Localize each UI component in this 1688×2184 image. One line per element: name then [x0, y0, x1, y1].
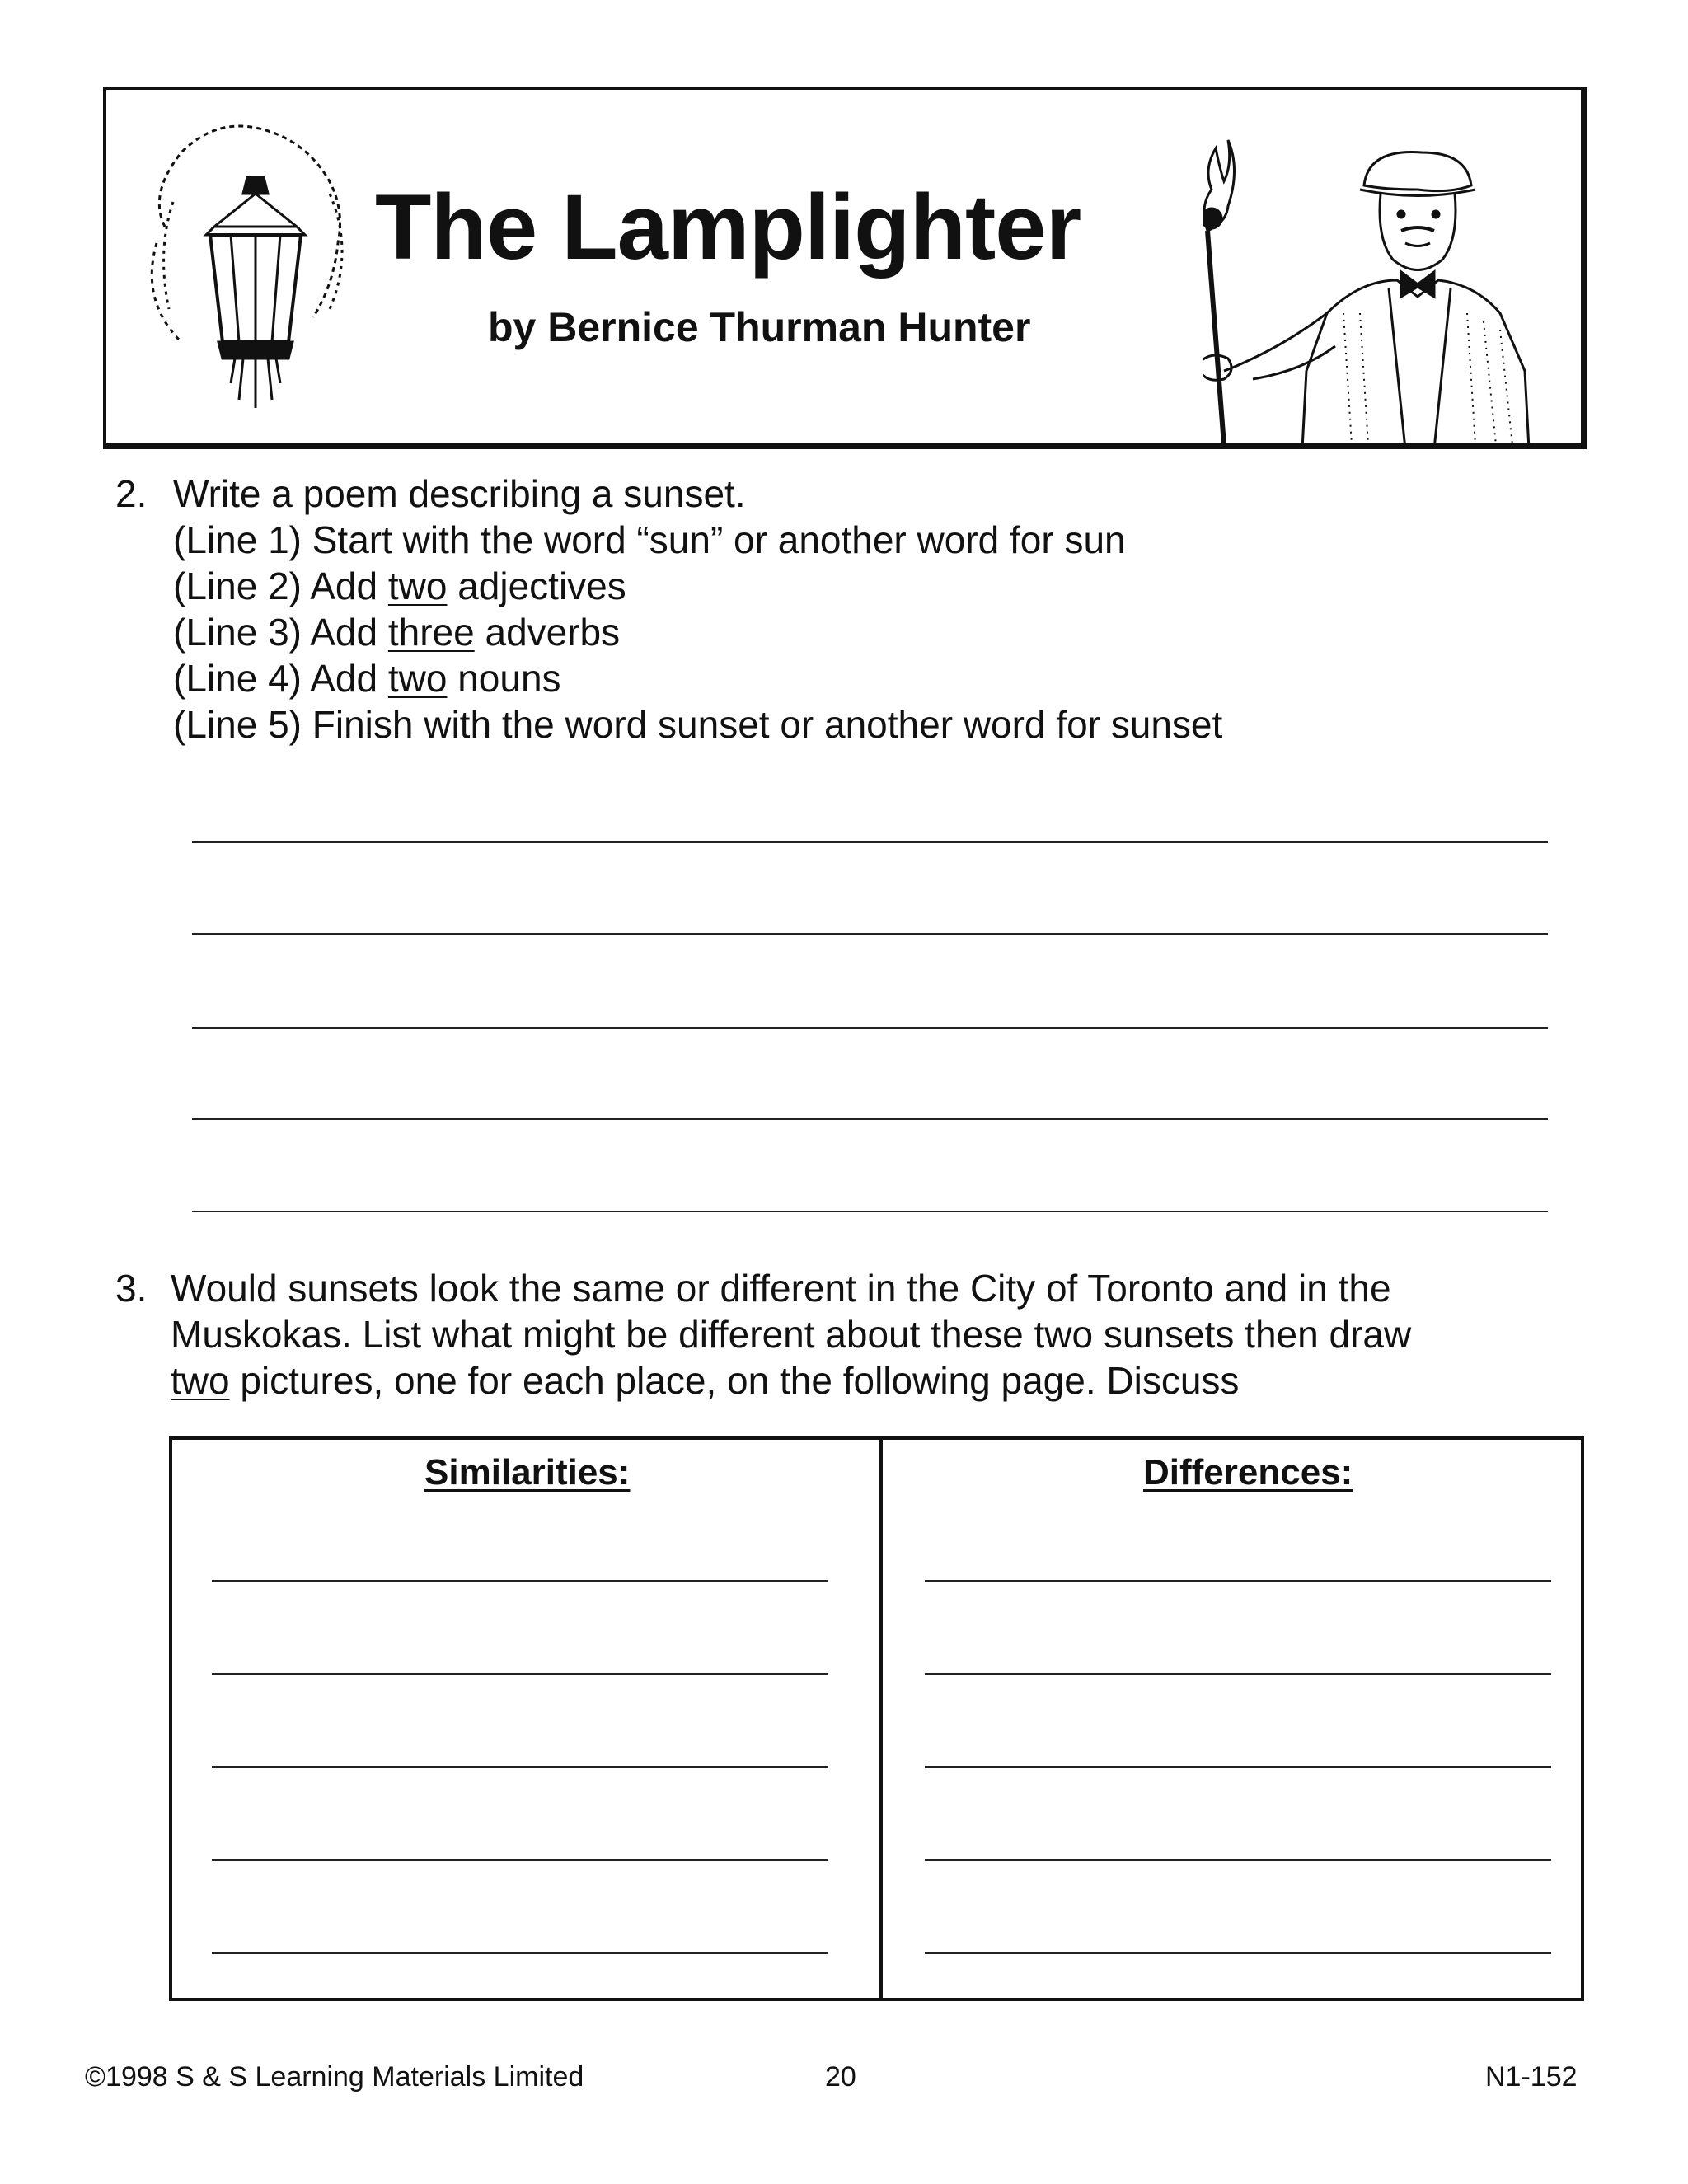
column-divider	[879, 1440, 883, 1998]
question-3-text-line3: two pictures, one for each place, on the following page. Discuss	[171, 1359, 1240, 1402]
lamplighter-illustration	[1203, 124, 1591, 449]
question-2-line2: (Line 2) Add two adjectives	[173, 565, 626, 607]
similarities-heading: Similarities:	[424, 1452, 631, 1493]
poem-answer-line[interactable]	[192, 841, 1548, 843]
differences-answer-line[interactable]	[925, 1859, 1551, 1861]
question-3-text-line1: Would sunsets look the same or different in the City of Toronto and in the	[171, 1267, 1391, 1310]
footer-copyright: ©1998 S & S Learning Materials Limited	[85, 2061, 584, 2093]
underlined-word: two	[387, 565, 448, 607]
poem-answer-line[interactable]	[192, 1118, 1548, 1120]
underlined-word: two	[171, 1359, 230, 1402]
similarities-answer-line[interactable]	[212, 1859, 828, 1861]
differences-answer-line[interactable]	[925, 1580, 1551, 1582]
question-2-line5: (Line 5) Finish with the word sunset or another word for sunset	[173, 703, 1223, 746]
poem-answer-line[interactable]	[192, 933, 1548, 935]
question-2-line4: (Line 4) Add two nouns	[173, 657, 561, 700]
differences-heading: Differences:	[1143, 1452, 1353, 1493]
underlined-word: three	[387, 611, 475, 654]
worksheet-title: The Lamplighter	[375, 176, 1081, 279]
similarities-answer-line[interactable]	[212, 1952, 828, 1954]
differences-answer-line[interactable]	[925, 1766, 1551, 1768]
similarities-answer-line[interactable]	[212, 1766, 828, 1768]
author-byline: by Bernice Thurman Hunter	[488, 304, 1031, 350]
street-lamp-illustration	[132, 103, 379, 424]
footer-page-number: 20	[825, 2061, 856, 2093]
similarities-answer-line[interactable]	[212, 1673, 828, 1675]
underlined-word: two	[387, 657, 448, 700]
comparison-table	[169, 1436, 1584, 2001]
similarities-answer-line[interactable]	[212, 1580, 828, 1582]
question-2-line1: (Line 1) Start with the word “sun” or another word for sun	[173, 518, 1126, 561]
question-2-number: 2.	[115, 472, 148, 515]
question-2-line3: (Line 3) Add three adverbs	[173, 611, 621, 654]
question-3-text-line2: Muskokas. List what might be different about these two sunsets then draw	[171, 1313, 1412, 1356]
question-3-number: 3.	[115, 1267, 148, 1310]
differences-answer-line[interactable]	[925, 1673, 1551, 1675]
footer-code: N1-152	[1485, 2061, 1578, 2093]
differences-answer-line[interactable]	[925, 1952, 1551, 1954]
question-2-prompt: Write a poem describing a sunset.	[173, 472, 746, 515]
poem-answer-line[interactable]	[192, 1027, 1548, 1029]
poem-answer-line[interactable]	[192, 1211, 1548, 1212]
